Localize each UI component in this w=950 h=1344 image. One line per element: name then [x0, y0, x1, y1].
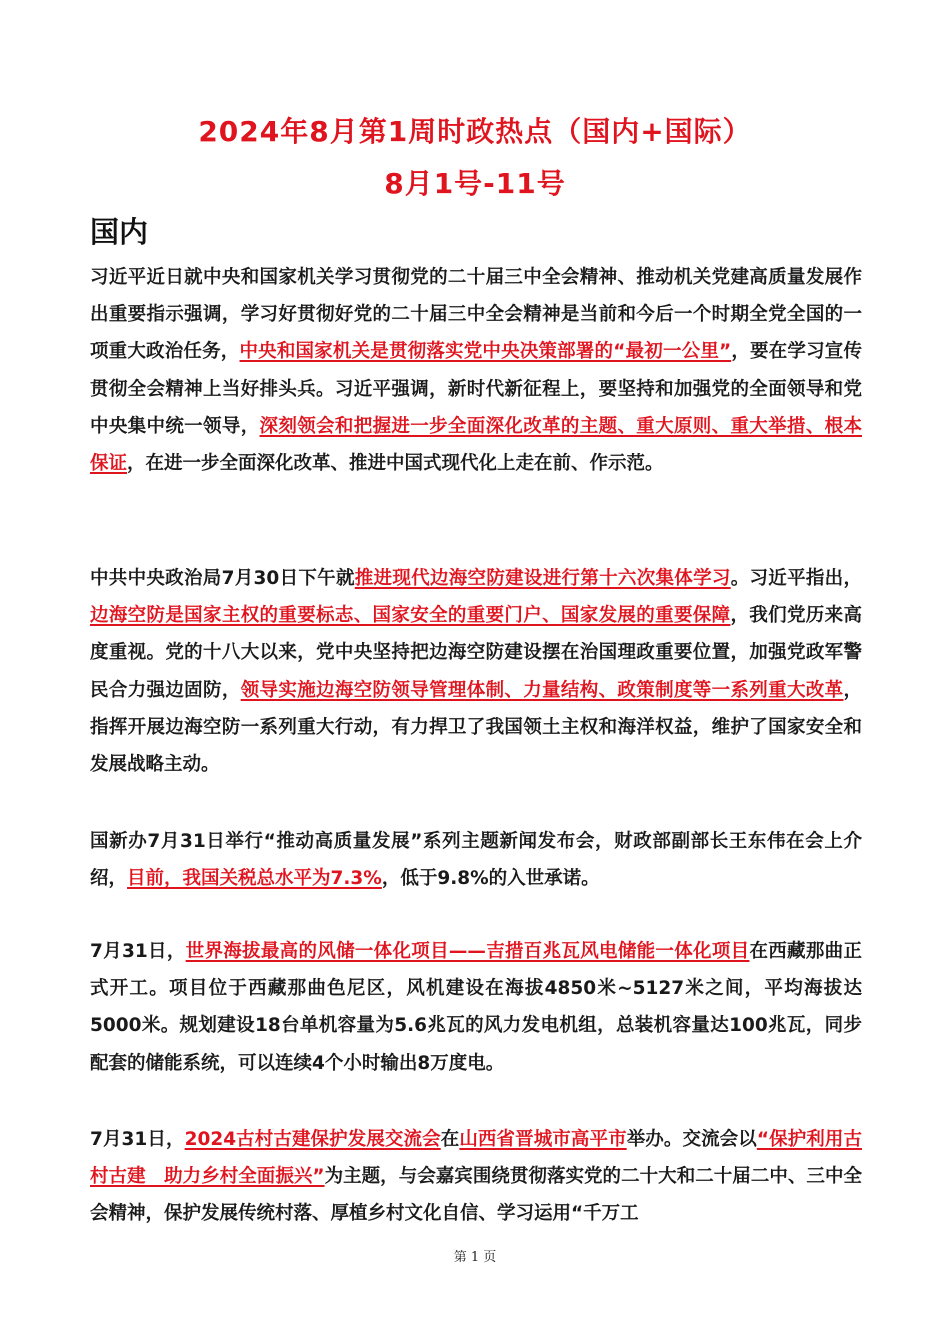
paragraph-5 — [90, 1121, 862, 1233]
highlighted-text: 目前，我国关税总水平为7.3% — [127, 868, 382, 890]
paragraph-text: 举办。交流会以 — [626, 1129, 757, 1150]
highlighted-text: 边海空防是国家主权的重要标志、国家安全的重要门户、国家发展的重要保障 — [90, 605, 731, 627]
paragraph-text: 在 — [440, 1129, 460, 1150]
paragraph-text: ，要在学习宣传贯彻全会精神上当好排头兵。习近平强调，新时代新征程上，要坚持和加强党的全面领导和党中央集中统一领导， — [90, 341, 862, 437]
paragraph-text: ，我们党历来高度重视。党的十八大以来，党中央坚持把边海空防建设摆在治国理政重要位置，加强党政军警民合力强边固防， — [90, 605, 862, 701]
paragraph-text: ，指挥开展边海空防一系列重大行动，有力捍卫了我国领土主权和海洋权益，维护了国家安全和发展战略主动。 — [90, 679, 862, 776]
paragraph-2 — [90, 560, 862, 783]
highlighted-text: 推进现代边海空防建设进行第十六次集体学习 — [354, 568, 731, 589]
paragraph-text: 中共中央政治局7月30日下午就 — [90, 568, 355, 589]
highlighted-text: 2024古村古建保护发展交流会 — [184, 1129, 441, 1150]
paragraph-text: 在西藏那曲正式开工。项目位于西藏那曲色尼区，风机建设在海拔4850米~5127米之间，平均海拔达5000米。规划建设18台单机容量为5.6兆瓦的风力发电机组，总装机容量达100兆瓦，同步配套的储能系统，可以连续4个小时输出8万度电。 — [90, 941, 862, 1074]
paragraph-4 — [90, 933, 862, 1082]
section-heading-domestic: 国内 — [90, 215, 149, 249]
paragraph-text: 7月31日， — [90, 1129, 185, 1150]
highlighted-text: 山西省晋城市高平市 — [459, 1129, 627, 1150]
paragraph-text: 为主题，与会嘉宾围绕贯彻落实党的二十大和二十届二中、三中全会精神，保护发展传统村落、厚植乡村文化自信、学习运用“千万工 — [90, 1166, 862, 1225]
paragraph-text: 7月31日， — [90, 941, 186, 962]
highlighted-text: 中央和国家机关是贯彻落实党中央决策部署的“最初一公里” — [239, 341, 732, 363]
paragraph-text: 。习近平指出， — [730, 568, 862, 589]
highlighted-text: 深刻领会和把握进一步全面深化改革的主题、重大原则、重大举措、根本保证 — [90, 415, 862, 475]
paragraph-text: 习近平近日就中央和国家机关学习贯彻党的二十届三中全会精神、推动机关党建高质量发展作出重要指示强调，学习好贯彻好党的二十届三中全会精神是当前和今后一个时期全党全国的一项重大政治任务， — [90, 267, 862, 363]
paragraph-text: ，低于9.8%的入世承诺。 — [381, 868, 600, 890]
paragraph-1 — [90, 259, 862, 482]
highlighted-text: 领导实施边海空防领导管理体制、力量结构、政策制度等一系列重大改革 — [240, 679, 844, 701]
paragraph-text: 国新办7月31日举行“推动高质量发展”系列主题新闻发布会，财政部副部长王东伟在会上介绍， — [90, 831, 862, 890]
document-date-range: 8月1号-11号 — [384, 167, 566, 200]
paragraph-text: ，在进一步全面深化改革、推进中国式现代化上走在前、作示范。 — [127, 453, 664, 475]
document-title: 2024年8月第1周时政热点（国内+国际） — [198, 115, 752, 148]
highlighted-text: “保护利用古村古建 助力乡村全面振兴” — [90, 1129, 862, 1188]
page-number: 第 1 页 — [453, 1250, 497, 1265]
paragraph-3 — [90, 823, 862, 897]
highlighted-text: 世界海拔最高的风储一体化项目——吉措百兆瓦风电储能一体化项目 — [185, 941, 750, 962]
